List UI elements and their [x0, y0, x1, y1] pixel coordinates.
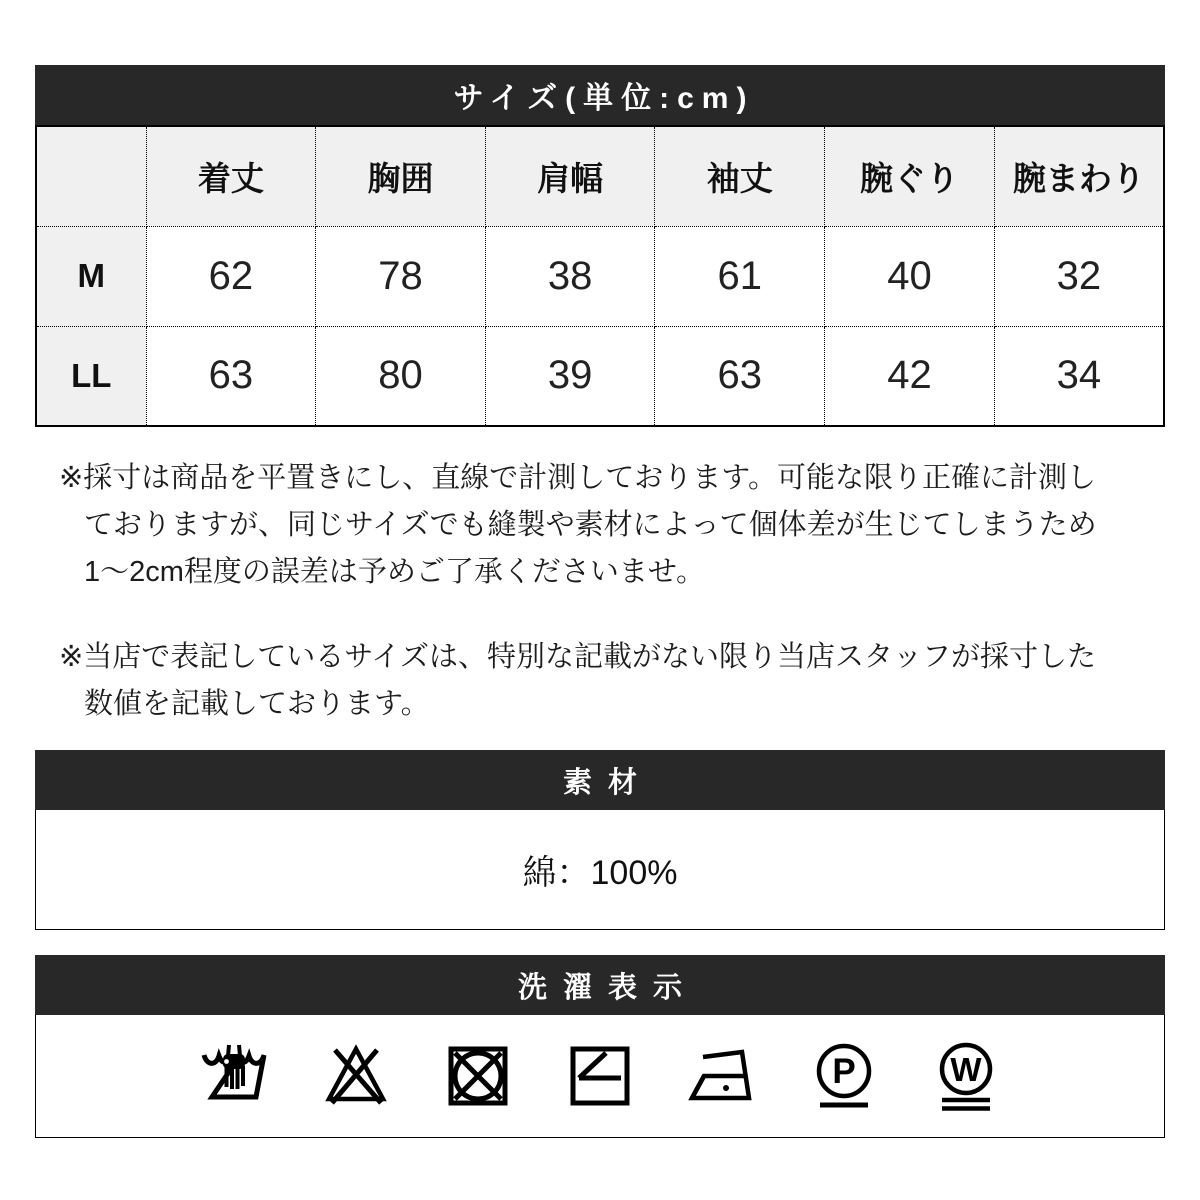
size-title-bar [35, 65, 1165, 125]
size-cell: 38 [485, 226, 655, 326]
do-not-bleach-icon [320, 1040, 392, 1112]
size-cell: 34 [994, 326, 1164, 426]
size-cell: 40 [825, 226, 995, 326]
column-header: 腕まわり [994, 126, 1164, 226]
size-table [35, 125, 1165, 427]
size-row-label: LL [36, 326, 146, 426]
column-header: 胸囲 [316, 126, 486, 226]
size-cell: 61 [655, 226, 825, 326]
column-header: 腕ぐり [825, 126, 995, 226]
column-header: 袖丈 [655, 126, 825, 226]
note-measurement [59, 455, 1165, 596]
note-staff-measured [59, 634, 1165, 728]
wet-clean-w-icon [930, 1040, 1002, 1112]
size-cell: 63 [655, 326, 825, 426]
material-value: 綿：100% [522, 854, 678, 892]
size-row-label: M [36, 226, 146, 326]
hand-wash-icon [198, 1040, 270, 1112]
dry-clean-letter: P [832, 1052, 856, 1091]
size-table-header-row [36, 126, 1164, 226]
size-cell: 62 [146, 226, 316, 326]
material-section [35, 750, 1165, 930]
size-title: サイズ(単位:cm) [453, 82, 755, 115]
size-table-row [36, 226, 1164, 326]
laundry-symbols-box [35, 1015, 1165, 1138]
material-box [35, 810, 1165, 930]
note-line: ※当店で表記しているサイズは、特別な記載がない限り当店スタッフが採寸した [59, 641, 1096, 673]
note-line: 数値を記載しております。 [84, 688, 430, 720]
column-header: 肩幅 [485, 126, 655, 226]
material-title: 素材 [562, 766, 653, 799]
notes-block [59, 455, 1165, 728]
size-cell: 78 [316, 226, 486, 326]
do-not-tumble-dry-icon [442, 1040, 514, 1112]
material-title-bar [35, 750, 1165, 810]
note-line: ておりますが、同じサイズでも縫製や素材によって個体差が生じてしまうため [84, 509, 1097, 541]
laundry-section [35, 955, 1165, 1138]
size-cell: 80 [316, 326, 486, 426]
size-section [35, 65, 1165, 427]
note-line: ※採寸は商品を平置きにし、直線で計測しております。可能な限り正確に計測し [59, 462, 1096, 494]
size-cell: 42 [825, 326, 995, 426]
size-cell: 32 [994, 226, 1164, 326]
size-cell: 63 [146, 326, 316, 426]
size-table-row [36, 326, 1164, 426]
wet-clean-letter: W [950, 1051, 982, 1088]
dry-clean-p-icon [808, 1040, 880, 1112]
column-header: 着丈 [146, 126, 316, 226]
laundry-title-bar [35, 955, 1165, 1015]
flat-dry-in-shade-icon [564, 1040, 636, 1112]
note-line: 1～2cm程度の誤差は予めご了承くださいませ。 [84, 556, 706, 588]
iron-low-heat-icon [686, 1040, 758, 1112]
size-cell: 39 [485, 326, 655, 426]
table-corner-cell [36, 126, 146, 226]
laundry-title: 洗濯表示 [517, 971, 698, 1004]
